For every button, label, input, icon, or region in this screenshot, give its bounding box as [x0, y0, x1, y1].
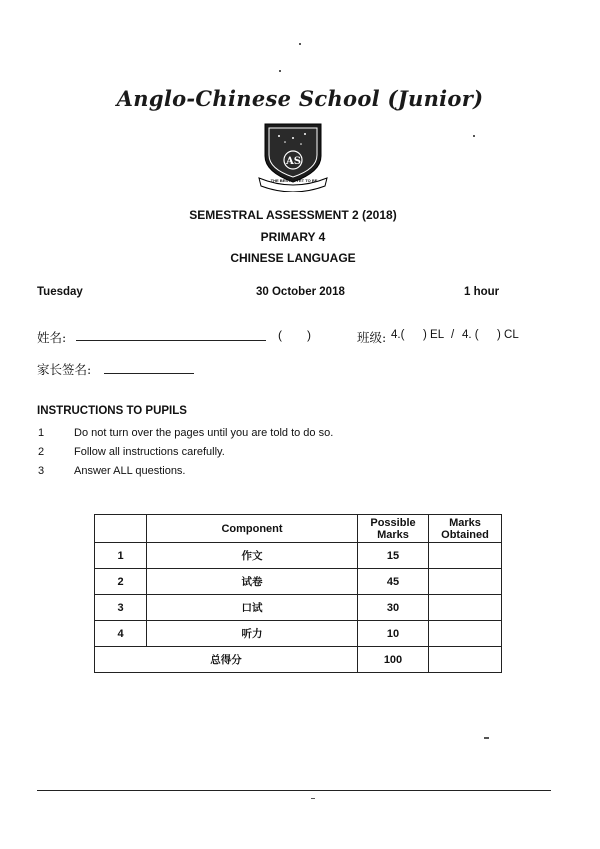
- exam-day: Tuesday: [37, 286, 83, 298]
- row-component: 听力: [147, 621, 358, 647]
- class-cl-prefix: 4. (: [462, 329, 479, 341]
- total-possible-marks: 100: [358, 647, 429, 673]
- row-possible-marks: 10: [358, 621, 429, 647]
- total-marks-obtained[interactable]: [429, 647, 502, 673]
- row-number: 3: [95, 595, 147, 621]
- table-total-row: [95, 647, 502, 673]
- exam-duration: 1 hour: [464, 286, 500, 298]
- row-number: 4: [95, 621, 147, 647]
- row-component: 口试: [147, 595, 358, 621]
- class-el-prefix: 4.(: [391, 329, 405, 341]
- row-marks-obtained[interactable]: [429, 543, 502, 569]
- header-blank-cell: [95, 515, 147, 543]
- table-row: [95, 621, 502, 647]
- table-row: [95, 595, 502, 621]
- marks-table: [94, 514, 502, 673]
- instruction-text: Follow all instructions carefully.: [74, 446, 225, 458]
- index-paren-close: ): [307, 328, 311, 342]
- row-number: 1: [95, 543, 147, 569]
- total-label: 总得分: [95, 647, 358, 673]
- scan-speck: [484, 737, 489, 739]
- scan-speck: [299, 43, 301, 45]
- svg-text:AS: AS: [286, 156, 301, 167]
- level-title: PRIMARY 4: [260, 230, 326, 244]
- instruction-text: Answer ALL questions.: [74, 465, 186, 477]
- table-header-row: [95, 515, 502, 543]
- row-marks-obtained[interactable]: [429, 621, 502, 647]
- row-possible-marks: 15: [358, 543, 429, 569]
- instructions-title: INSTRUCTIONS TO PUPILS: [37, 405, 187, 417]
- parent-signature-label: 家长签名:: [37, 362, 92, 377]
- row-marks-obtained[interactable]: [429, 595, 502, 621]
- instruction-number: 3: [38, 465, 45, 477]
- assessment-title: SEMESTRAL ASSESSMENT 2 (2018): [189, 208, 397, 222]
- row-number: 2: [95, 569, 147, 595]
- name-label: 姓名:: [37, 330, 67, 345]
- name-blank-line[interactable]: [76, 340, 266, 341]
- footer-divider: [37, 790, 551, 791]
- index-paren-open: (: [278, 328, 282, 342]
- crest-motto: THE BEST IS YET TO BE: [270, 178, 318, 183]
- instruction-number: 1: [38, 427, 45, 439]
- exam-date: 30 October 2018: [256, 286, 345, 298]
- instruction-text: Do not turn over the pages until you are told to do so.: [74, 427, 334, 439]
- school-name: Anglo-Chinese School (Junior): [116, 86, 484, 111]
- class-label: 班级:: [357, 330, 387, 345]
- class-el-suffix: ) EL: [423, 329, 445, 341]
- table-row: [95, 569, 502, 595]
- header-marks-obtained: Marks Obtained: [429, 515, 502, 543]
- row-marks-obtained[interactable]: [429, 569, 502, 595]
- instruction-number: 2: [38, 446, 45, 458]
- scan-speck: [473, 135, 475, 137]
- table-row: [95, 543, 502, 569]
- class-cl-suffix: ) CL: [497, 329, 519, 341]
- class-separator: /: [451, 329, 455, 341]
- scan-speck: [311, 798, 315, 799]
- row-component: 作文: [147, 543, 358, 569]
- header-component: Component: [147, 515, 358, 543]
- parent-signature-line[interactable]: [104, 373, 194, 374]
- header-possible-marks: Possible Marks: [358, 515, 429, 543]
- scan-speck: [279, 70, 281, 72]
- row-component: 试卷: [147, 569, 358, 595]
- row-possible-marks: 30: [358, 595, 429, 621]
- row-possible-marks: 45: [358, 569, 429, 595]
- subject-title: CHINESE LANGUAGE: [230, 251, 356, 265]
